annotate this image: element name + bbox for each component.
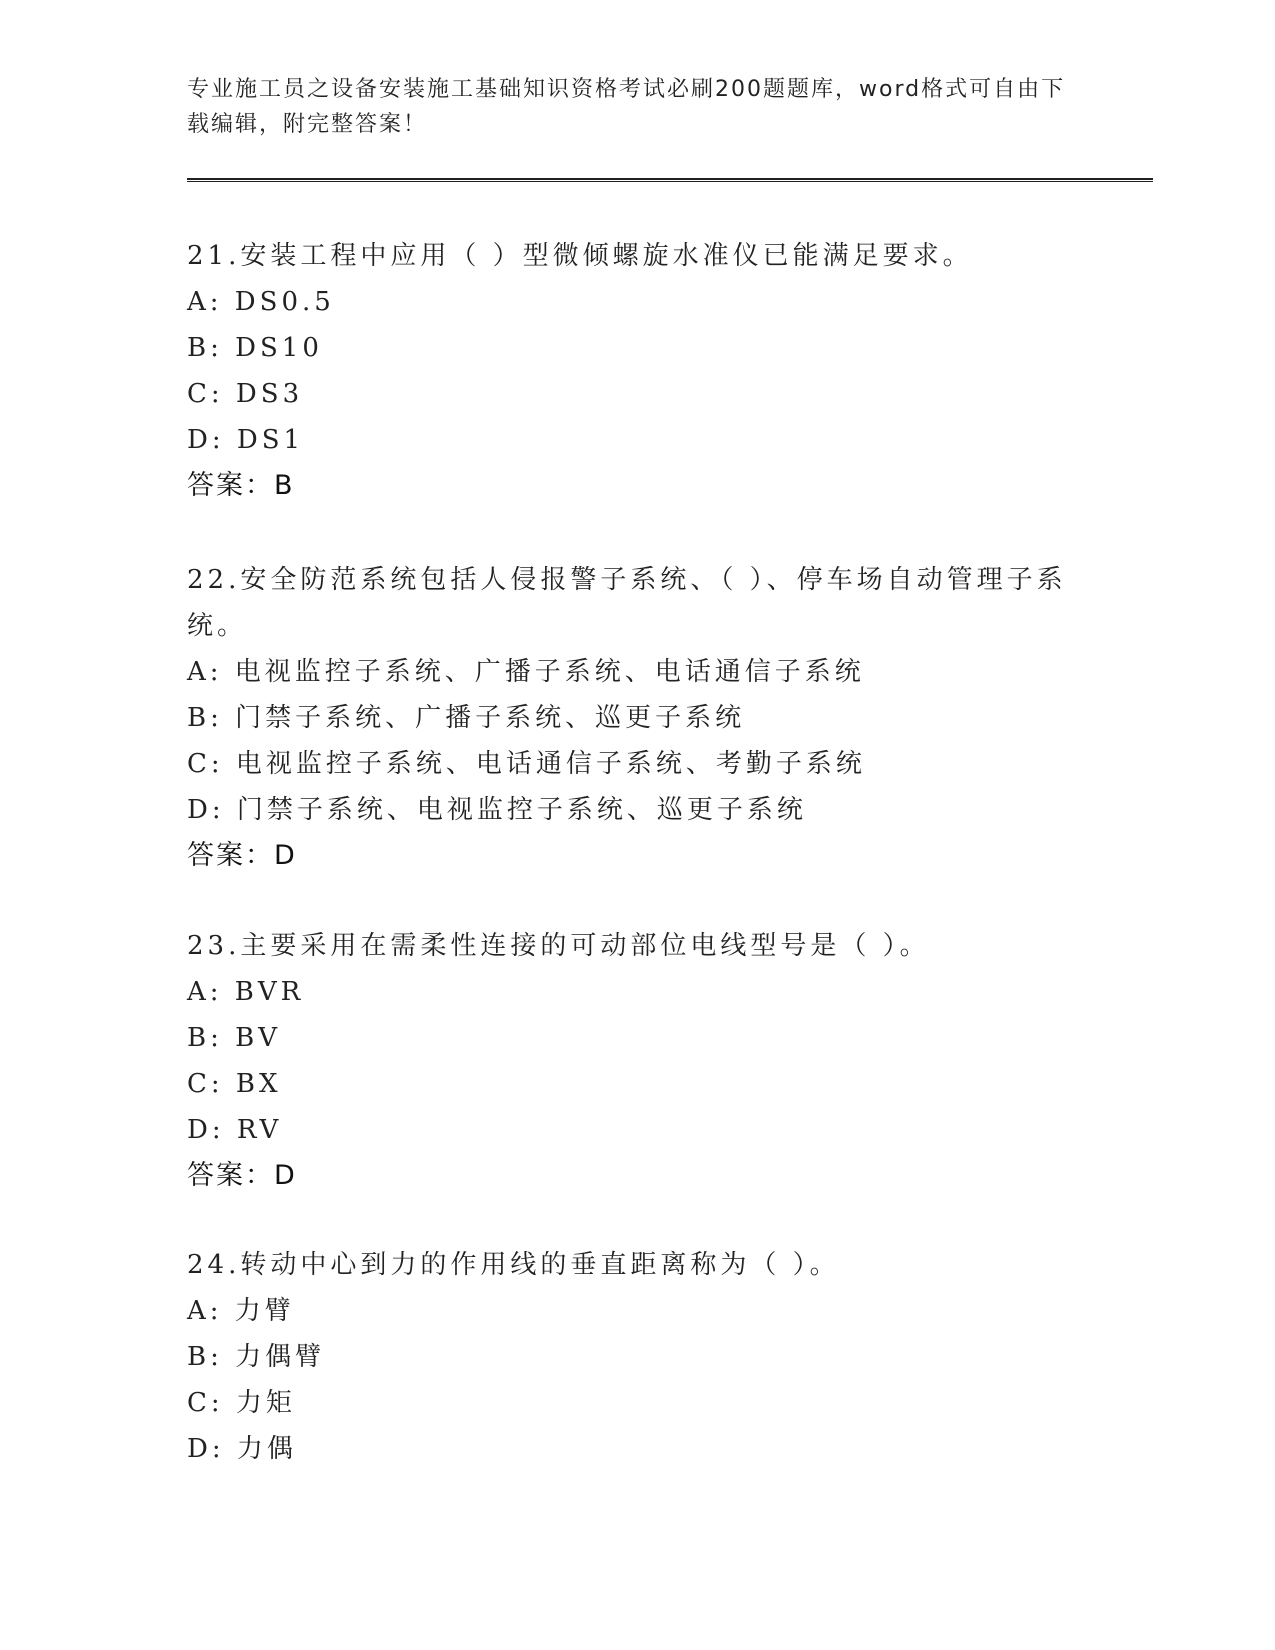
option-c: C: 电视监控子系统、电话通信子系统、考勤子系统 (187, 749, 866, 779)
option-b: B: 门禁子系统、广播子系统、巡更子系统 (187, 703, 746, 733)
option-a: A: 电视监控子系统、广播子系统、电话通信子系统 (187, 657, 865, 687)
question-stem: 24.转动中心到力的作用线的垂直距离称为（ ）。 (187, 1250, 840, 1280)
option-b: B: BV (187, 1023, 282, 1053)
option-a: A: BVR (187, 977, 305, 1007)
option-d: D: 力偶 (187, 1434, 297, 1464)
option-d: D: 门禁子系统、电视监控子系统、巡更子系统 (187, 795, 807, 825)
question-stem: 22.安全防范系统包括人侵报警子系统、（ ）、停车场自动管理子系统。 (187, 565, 1067, 641)
option-b: B: 力偶臂 (187, 1342, 326, 1372)
question-24 (187, 1242, 1067, 1472)
option-b: B: DS10 (187, 333, 323, 363)
question-stem: 23.主要采用在需柔性连接的可动部位电线型号是（ ）。 (187, 931, 930, 961)
option-a: A: DS0.5 (187, 287, 335, 317)
option-c: C: 力矩 (187, 1388, 296, 1418)
option-a: A: 力臂 (187, 1296, 295, 1326)
question-23 (187, 923, 1067, 1199)
question-22 (187, 557, 1067, 879)
answer-text: 答案：D (187, 840, 297, 871)
option-c: C: BX (187, 1069, 282, 1099)
answer-text: 答案：B (187, 470, 295, 501)
question-stem: 21.安装工程中应用（ ）型微倾螺旋水准仪已能满足要求。 (187, 241, 973, 271)
document-header: 专业施工员之设备安装施工基础知识资格考试必刷200题题库，word格式可自由下载编辑，附完整答案！ (187, 77, 1066, 137)
option-d: D: RV (187, 1115, 283, 1145)
answer-text: 答案：D (187, 1160, 297, 1191)
option-c: C: DS3 (187, 379, 304, 409)
header-divider (187, 178, 1153, 182)
question-21 (187, 233, 1067, 509)
option-d: D: DS1 (187, 425, 305, 455)
